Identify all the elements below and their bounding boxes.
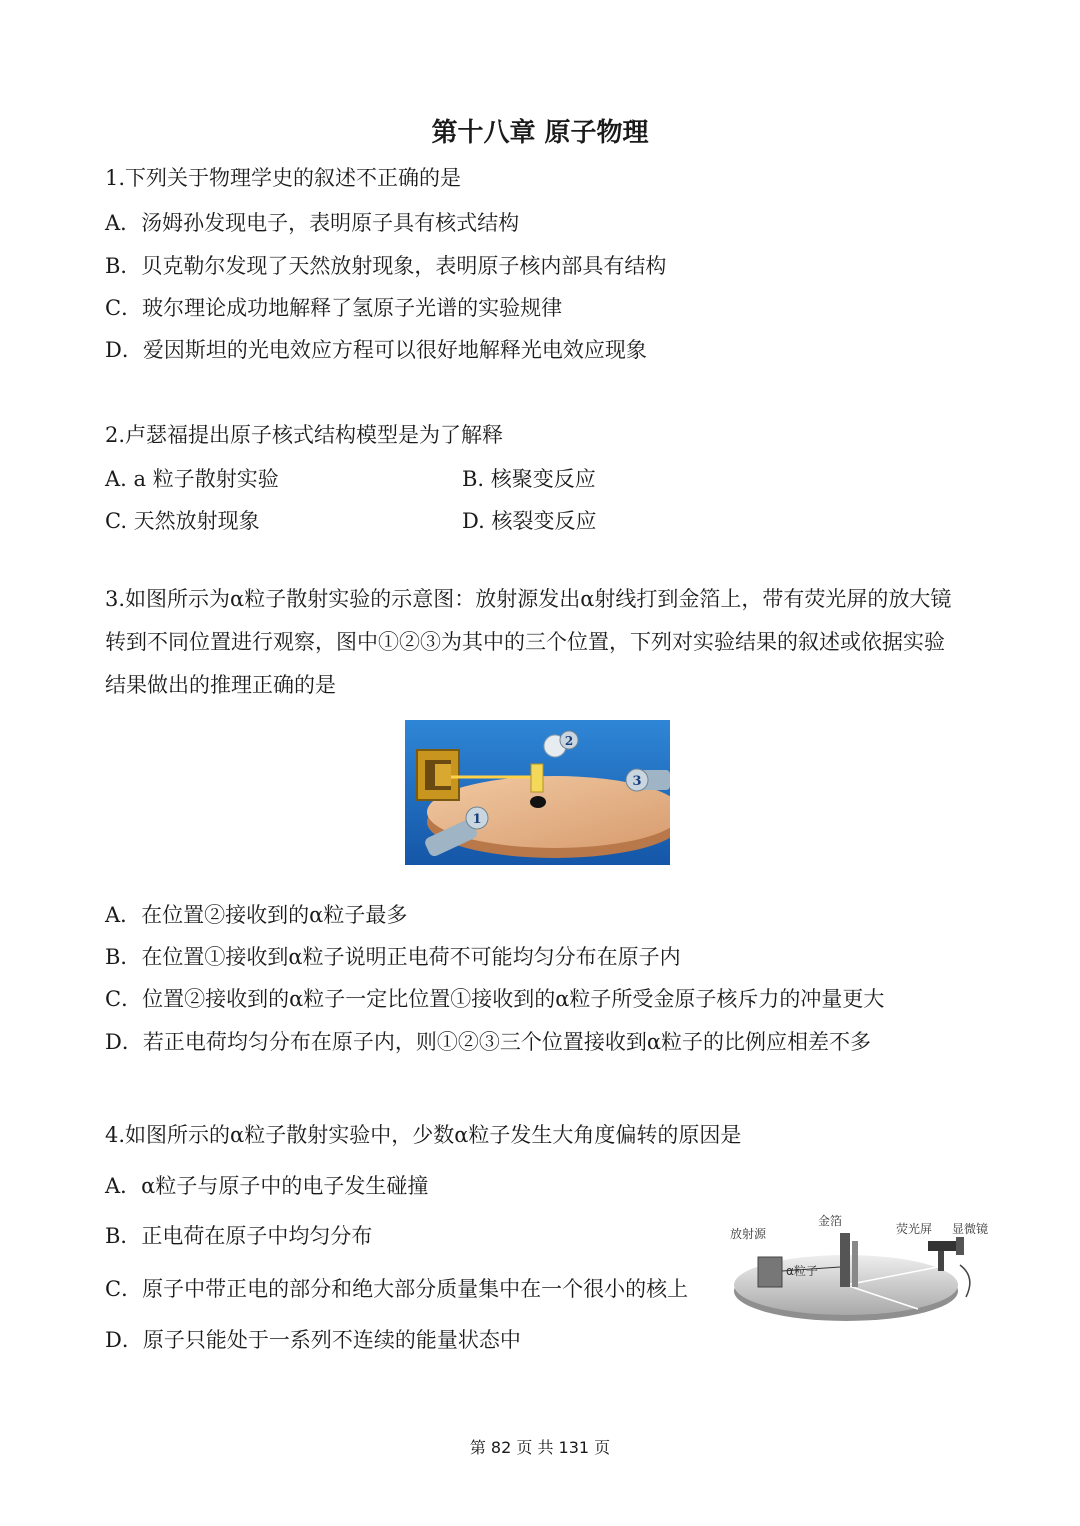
label-screen: 荧光屏	[896, 1222, 933, 1236]
question-1-option-c: C．玻尔理论成功地解释了氢原子光谱的实验规律	[105, 296, 563, 320]
label-source: 放射源	[730, 1227, 767, 1241]
page-title: 第十八章 原子物理	[431, 118, 649, 148]
label-microscope: 显微镜	[952, 1222, 989, 1236]
figure-mark-2: 2	[564, 734, 574, 748]
page-footer: 第 82 页 共 131 页	[469, 1438, 611, 1457]
question-4-option-d: D．原子只能处于一系列不连续的能量状态中	[105, 1328, 521, 1352]
question-3-stem-line-1: 3.如图所示为α粒子散射实验的示意图：放射源发出α射线打到金箔上，带有荧光屏的放大镜	[105, 587, 952, 611]
question-4-option-c: C．原子中带正电的部分和绝大部分质量集中在一个很小的核上	[105, 1277, 689, 1301]
foil-stand	[530, 796, 546, 808]
question-1-option-b: B．贝克勒尔发现了天然放射现象，表明原子核内部具有结构	[105, 254, 667, 278]
question-3-option-d: D．若正电荷均匀分布在原子内，则①②③三个位置接收到α粒子的比例应相差不多	[105, 1030, 872, 1054]
foil-holder	[852, 1241, 858, 1287]
radiation-source-box	[417, 750, 459, 800]
figure-mark-3: 3	[632, 774, 642, 789]
question-3-option-c: C．位置②接收到的α粒子一定比位置①接收到的α粒子所受金原子核斥力的冲量更大	[105, 987, 885, 1011]
gold-foil	[840, 1233, 850, 1287]
question-3-stem-line-3: 结果做出的推理正确的是	[105, 673, 336, 697]
microscope	[928, 1237, 964, 1271]
label-alpha-particle: α粒子	[786, 1264, 818, 1278]
question-3-stem-line-2: 转到不同位置进行观察，图中①②③为其中的三个位置，下列对实验结果的叙述或依据实验	[105, 630, 945, 654]
alpha-scattering-figure-2	[728, 1205, 1000, 1330]
detector-position-3	[626, 769, 670, 791]
radiation-source	[758, 1257, 782, 1287]
question-2-option-b: B. 核聚变反应	[462, 467, 596, 491]
question-1-option-d: D．爱因斯坦的光电效应方程可以很好地解释光电效应现象	[105, 338, 647, 362]
question-3-option-b: B．在位置①接收到α粒子说明正电荷不可能均匀分布在原子内	[105, 945, 681, 969]
question-2-stem: 2.卢瑟福提出原子核式结构模型是为了解释	[105, 423, 504, 447]
gold-foil	[531, 764, 543, 792]
question-1-option-a: A．汤姆孙发现电子，表明原子具有核式结构	[105, 211, 520, 235]
alpha-scattering-figure-1	[405, 720, 670, 865]
question-1-stem: 1.下列关于物理学史的叙述不正确的是	[105, 166, 462, 190]
label-foil: 金箔	[818, 1214, 843, 1228]
figure-mark-1: 1	[472, 812, 482, 827]
question-4-stem: 4.如图所示的α粒子散射实验中，少数α粒子发生大角度偏转的原因是	[105, 1123, 742, 1147]
question-4-option-b: B．正电荷在原子中均匀分布	[105, 1224, 373, 1248]
rotation-arrow	[960, 1265, 970, 1297]
question-2-option-d: D. 核裂变反应	[462, 509, 597, 533]
question-2-option-c: C. 天然放射现象	[105, 509, 260, 533]
question-4-option-a: A．α粒子与原子中的电子发生碰撞	[105, 1174, 429, 1198]
question-3-option-a: A．在位置②接收到的α粒子最多	[105, 903, 408, 927]
question-2-option-a: A. a 粒子散射实验	[105, 467, 279, 491]
